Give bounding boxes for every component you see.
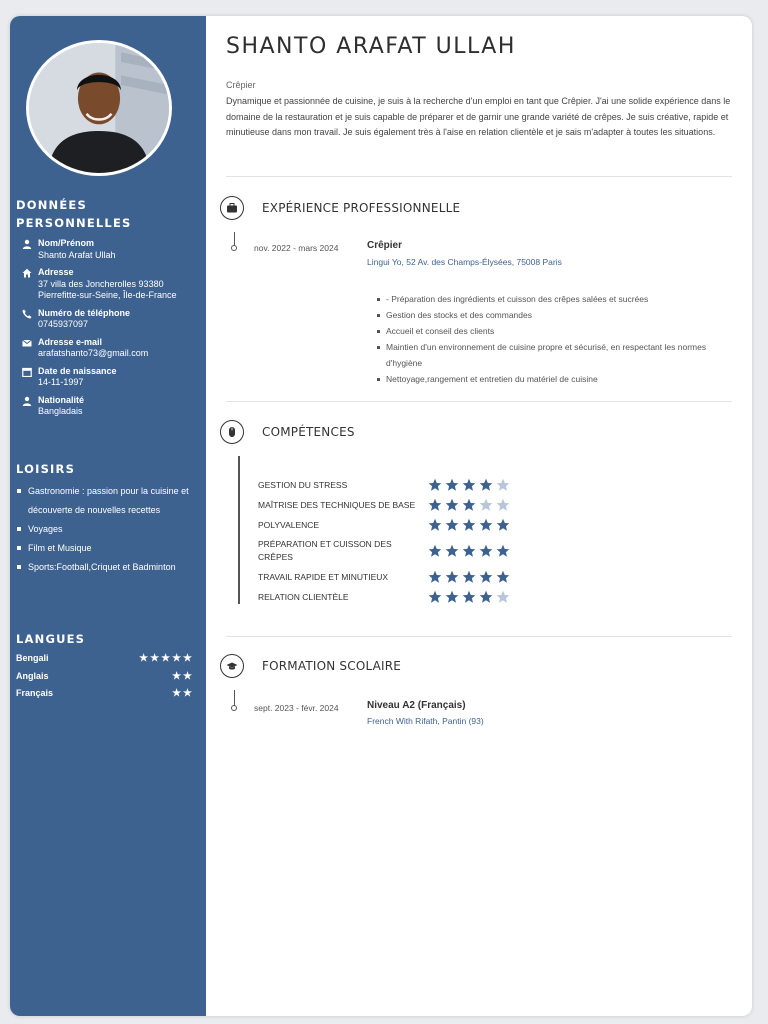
personal-data-value: 0745937097 — [38, 319, 89, 329]
personal-data-item — [16, 337, 202, 360]
star-filled-icon — [496, 518, 510, 532]
language-stars: ★★ — [172, 688, 194, 699]
hobbies-section — [16, 460, 202, 577]
star-empty-icon — [496, 498, 510, 512]
task-item: Gestion des stocks et des commandes — [376, 307, 716, 323]
personal-data-label: Date de naissance — [38, 365, 117, 376]
language-name: Anglais — [16, 670, 49, 681]
star-empty-icon — [479, 498, 493, 512]
skills-list — [238, 456, 528, 604]
star-filled-icon — [445, 590, 459, 604]
divider — [226, 636, 732, 637]
skill-rating — [428, 478, 510, 492]
timeline-dot — [231, 705, 237, 711]
education-header — [220, 654, 401, 678]
briefcase-icon — [220, 196, 244, 220]
star-filled-icon — [479, 478, 493, 492]
sidebar — [10, 16, 206, 1016]
star-filled-icon — [428, 518, 442, 532]
hobby-item: Sports:Football,Criquet et Badminton — [16, 558, 202, 577]
star-filled-icon — [479, 544, 493, 558]
skill-name: MAÎTRISE DES TECHNIQUES DE BASE — [258, 499, 416, 510]
personal-data-label: Adresse — [38, 267, 74, 277]
hobbies-title: LOISIRS — [16, 462, 76, 476]
languages-title: LANGUES — [16, 632, 86, 646]
star-empty-icon — [496, 590, 510, 604]
job-role: Crêpier — [226, 80, 256, 90]
education-title-value: Niveau A2 (Français) — [367, 700, 466, 711]
phone-icon — [16, 308, 38, 331]
envelope-icon — [16, 337, 38, 360]
skill-rating — [428, 570, 510, 584]
star-filled-icon — [445, 544, 459, 558]
calendar-icon — [16, 366, 38, 389]
personal-data-value: Shanto Arafat Ullah — [38, 249, 116, 260]
skill-name: PRÉPARATION ET CUISSON DES CRÊPES — [258, 539, 392, 562]
person-icon — [16, 238, 38, 261]
star-filled-icon — [462, 478, 476, 492]
timeline-line — [234, 690, 235, 706]
skill-rating — [428, 518, 510, 532]
star-filled-icon — [462, 544, 476, 558]
skill-name: RELATION CLIENTÈLE — [258, 591, 349, 602]
personal-data-item — [16, 308, 202, 331]
home-icon — [16, 267, 38, 302]
hobby-item: Gastronomie : passion pour la cuisine et découverte de nouvelles recettes — [16, 482, 202, 520]
education-school: French With Rifath, Pantin (93) — [367, 716, 484, 726]
personal-data-label: Nom/Prénom — [38, 238, 95, 248]
experience-job-title: Crêpier — [367, 240, 403, 251]
personal-data-label: Adresse e-mail — [38, 336, 103, 347]
experience-employer: Lingui Yo, 52 Av. des Champs-Élysées, 75008 Paris — [367, 257, 562, 267]
star-filled-icon — [496, 544, 510, 558]
personal-data-item — [16, 366, 202, 389]
personal-data-section — [16, 196, 202, 418]
experience-tasks — [376, 291, 716, 387]
personal-data-value: 14-11-1997 — [38, 377, 84, 387]
hobby-item: Film et Musique — [16, 539, 202, 558]
star-filled-icon — [428, 570, 442, 584]
personal-data-value: 37 villa des Joncherolles 93380 Pierrefitte-sur-Seine, Île-de-France — [38, 278, 177, 300]
mouse-icon — [220, 420, 244, 444]
star-filled-icon — [445, 498, 459, 512]
star-filled-icon — [462, 498, 476, 512]
skill-rating — [428, 498, 510, 512]
skill-item — [240, 538, 528, 564]
star-filled-icon — [496, 570, 510, 584]
divider — [226, 401, 732, 402]
education-title: FORMATION SCOLAIRE — [262, 659, 402, 673]
candidate-name: SHANTO ARAFAT ULLAH — [226, 34, 516, 59]
star-filled-icon — [462, 590, 476, 604]
timeline-line — [234, 232, 235, 246]
experience-header — [220, 196, 460, 220]
star-filled-icon — [428, 498, 442, 512]
personal-data-label: Numéro de téléphone — [38, 307, 131, 318]
personal-data-value: Bangladais — [38, 406, 83, 416]
personal-data-item — [16, 395, 202, 418]
skill-name: GESTION DU STRESS — [258, 479, 348, 490]
hobby-item: Voyages — [16, 520, 202, 539]
task-item: Nettoyage,rangement et entretien du matériel de cuisine — [376, 371, 716, 387]
star-filled-icon — [479, 570, 493, 584]
star-filled-icon — [428, 478, 442, 492]
star-empty-icon — [496, 478, 510, 492]
language-item — [16, 668, 202, 686]
graduation-cap-icon — [220, 654, 244, 678]
resume-page — [10, 16, 752, 1016]
language-name: Bengali — [16, 653, 49, 663]
star-filled-icon — [462, 570, 476, 584]
profile-photo — [26, 40, 172, 176]
language-stars: ★★★★★ — [139, 653, 194, 664]
education-date: sept. 2023 - févr. 2024 — [254, 703, 339, 713]
skill-rating — [428, 544, 510, 558]
star-filled-icon — [445, 570, 459, 584]
skill-name: TRAVAIL RAPIDE ET MINUTIEUX — [258, 571, 389, 582]
skill-item — [240, 478, 528, 492]
language-name: Français — [16, 688, 54, 698]
personal-data-item — [16, 267, 202, 302]
star-filled-icon — [428, 544, 442, 558]
experience-date: nov. 2022 - mars 2024 — [254, 243, 339, 253]
skill-name: POLYVALENCE — [258, 519, 320, 530]
skill-item — [240, 518, 528, 532]
experience-title: EXPÉRIENCE PROFESSIONNELLE — [262, 201, 461, 215]
personal-data-value: arafatshanto73@gmail.com — [38, 348, 149, 358]
person-icon — [16, 395, 38, 418]
skill-item — [240, 590, 528, 604]
task-item: - Préparation des ingrédients et cuisson des crêpes salées et sucrées — [376, 291, 716, 307]
languages-section — [16, 630, 202, 703]
skill-item — [240, 570, 528, 584]
skill-item — [240, 498, 528, 512]
star-filled-icon — [445, 478, 459, 492]
personal-data-label: Nationalité — [38, 394, 85, 405]
star-filled-icon — [462, 518, 476, 532]
star-filled-icon — [428, 590, 442, 604]
personal-data-title: DONNÉES PERSONNELLES — [16, 198, 132, 230]
timeline-dot — [231, 245, 237, 251]
task-item: Maintien d'un environnement de cuisine propre et sécurisé, en respectant les normes d'hygiène — [376, 339, 716, 371]
divider — [226, 176, 732, 177]
profile-summary: Dynamique et passionnée de cuisine, je suis à la recherche d'un emploi en tant que Crêpier. J'ai une solide expérience dans le domaine de la restauration et je suis capable de préparer et de garnir une grande variété de crêpes. Je suis créative, rapide et minutieuse dans mon travail. Je suis également très à l'aise en relation clientèle et je sais m'adapter à toutes les situations. — [226, 96, 731, 137]
language-item — [16, 650, 202, 668]
star-filled-icon — [479, 590, 493, 604]
personal-data-item — [16, 238, 202, 261]
star-filled-icon — [479, 518, 493, 532]
skills-title: COMPÉTENCES — [262, 425, 355, 439]
skill-rating — [428, 590, 510, 604]
skills-header — [220, 420, 355, 444]
language-stars: ★★ — [172, 670, 194, 682]
task-item: Accueil et conseil des clients — [376, 323, 716, 339]
language-item — [16, 685, 202, 703]
star-filled-icon — [445, 518, 459, 532]
